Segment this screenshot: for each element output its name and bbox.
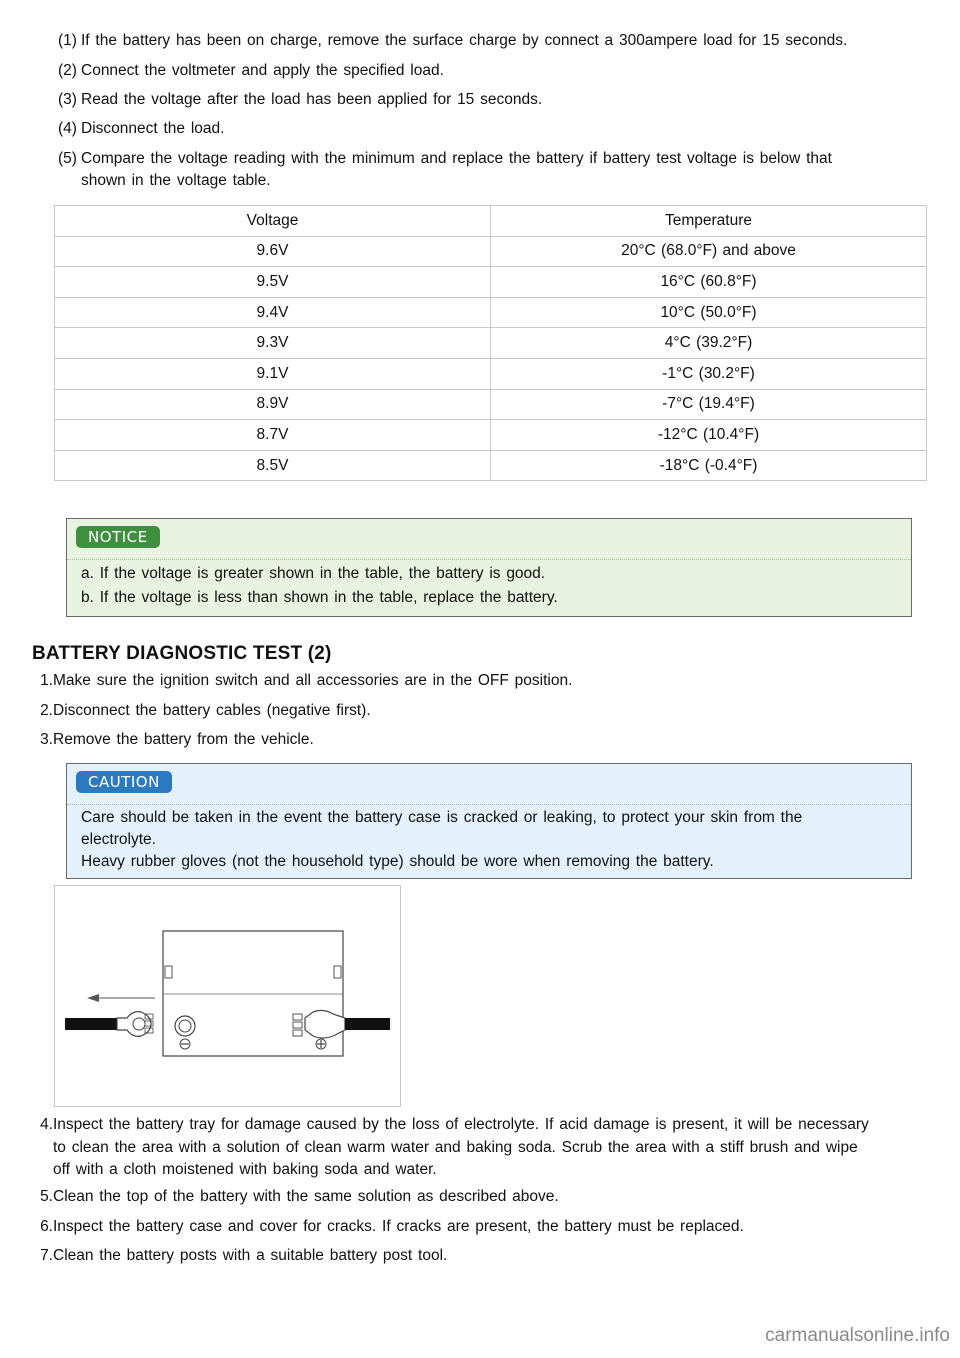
voltage-cell: 9.1V (55, 358, 491, 389)
table-row (55, 236, 927, 267)
item-number: 1. (40, 672, 53, 689)
list-item (32, 670, 932, 693)
table-row (55, 389, 927, 420)
table-row (55, 450, 927, 481)
temperature-cell: 20°C (68.0°F) and above (491, 236, 927, 267)
item-text-line: to clean the area with a solution of clean warm water and baking soda. Scrub the area with a stiff brush and wipe (53, 1138, 858, 1156)
list-item (32, 1186, 932, 1209)
section-title: BATTERY DIAGNOSTIC TEST (2) (32, 643, 332, 664)
table-row (55, 328, 927, 359)
table-header-row (55, 206, 927, 237)
table-row (55, 267, 927, 298)
step-text: Connect the voltmeter and apply the specified load. (81, 62, 444, 79)
voltage-table (54, 205, 927, 481)
step-2 (58, 60, 918, 82)
step-number: (4) (58, 120, 77, 137)
caution-line-2: electrolyte. (81, 831, 156, 848)
step-1 (58, 30, 918, 52)
item-number: 6. (40, 1218, 53, 1235)
voltage-cell: 9.6V (55, 236, 491, 267)
step-text: Compare the voltage reading with the minimum and replace the battery if battery test voltage is below that (81, 150, 832, 167)
item-number: 5. (40, 1188, 53, 1205)
temperature-cell: 10°C (50.0°F) (491, 297, 927, 328)
temperature-cell: 4°C (39.2°F) (491, 328, 927, 359)
notice-badge: NOTICE (76, 526, 160, 548)
step-5 (58, 148, 918, 192)
item-text (53, 1114, 933, 1182)
step-text-continued: shown in the voltage table. (81, 172, 271, 189)
table-row (55, 297, 927, 328)
notice-line-b: b. If the voltage is less than shown in the table, replace the battery. (81, 589, 558, 606)
caution-line-1: Care should be taken in the event the battery case is cracked or leaking, to protect your skin from the (81, 809, 803, 826)
voltage-cell: 8.5V (55, 450, 491, 481)
list-item (32, 700, 932, 723)
caution-line-3: Heavy rubber gloves (not the household type) should be wore when removing the battery. (81, 853, 714, 870)
item-text: Remove the battery from the vehicle. (53, 731, 314, 748)
caution-box (66, 763, 912, 879)
temperature-cell: -1°C (30.2°F) (491, 358, 927, 389)
watermark: carmanualsonline.info (765, 1325, 950, 1346)
notice-header (67, 519, 911, 560)
step-number: (2) (58, 62, 77, 79)
item-text-line: Inspect the battery tray for damage caused by the loss of electrolyte. If acid damage is present, it will be necessary (53, 1116, 869, 1133)
step-text: If the battery has been on charge, remove the surface charge by connect a 300ampere load for 15 seconds. (81, 32, 848, 49)
list-item (32, 729, 932, 752)
item-text: Disconnect the battery cables (negative first). (53, 702, 371, 719)
battery-removal-figure (54, 885, 401, 1107)
item-number: 7. (40, 1247, 53, 1264)
step-3 (58, 89, 918, 111)
notice-box (66, 518, 912, 617)
item-text: Make sure the ignition switch and all accessories are in the OFF position. (53, 672, 573, 689)
step-number: (3) (58, 91, 77, 108)
list-item (32, 1216, 932, 1239)
voltage-cell: 8.7V (55, 420, 491, 451)
step-number: (5) (58, 150, 77, 167)
item-number: 4. (40, 1116, 53, 1133)
temperature-cell: -7°C (19.4°F) (491, 389, 927, 420)
item-number: 2. (40, 702, 53, 719)
table-row (55, 358, 927, 389)
temperature-cell: 16°C (60.8°F) (491, 267, 927, 298)
list-item (32, 1114, 932, 1178)
item-text: Clean the top of the battery with the same solution as described above. (53, 1188, 559, 1205)
caution-badge: CAUTION (76, 771, 172, 793)
step-text: Disconnect the load. (81, 120, 225, 137)
item-text: Inspect the battery case and cover for cracks. If cracks are present, the battery must be replaced. (53, 1218, 744, 1235)
voltage-cell: 9.3V (55, 328, 491, 359)
temperature-cell: -18°C (-0.4°F) (491, 450, 927, 481)
step-number: (1) (58, 32, 77, 49)
voltage-cell: 9.5V (55, 267, 491, 298)
step-4 (58, 118, 918, 140)
item-number: 3. (40, 731, 53, 748)
temperature-cell: -12°C (10.4°F) (491, 420, 927, 451)
table-row (55, 420, 927, 451)
list-item (32, 1245, 932, 1268)
item-text-line: off with a cloth moistened with baking soda and water. (53, 1161, 437, 1178)
column-header-temperature: Temperature (491, 206, 927, 237)
voltage-cell: 8.9V (55, 389, 491, 420)
step-text: Read the voltage after the load has been applied for 15 seconds. (81, 91, 543, 108)
voltage-cell: 9.4V (55, 297, 491, 328)
notice-line-a: a. If the voltage is greater shown in the table, the battery is good. (81, 565, 546, 582)
column-header-voltage: Voltage (55, 206, 491, 237)
caution-header (67, 764, 911, 805)
battery-diagram (55, 886, 400, 1106)
item-text: Clean the battery posts with a suitable battery post tool. (53, 1247, 448, 1264)
